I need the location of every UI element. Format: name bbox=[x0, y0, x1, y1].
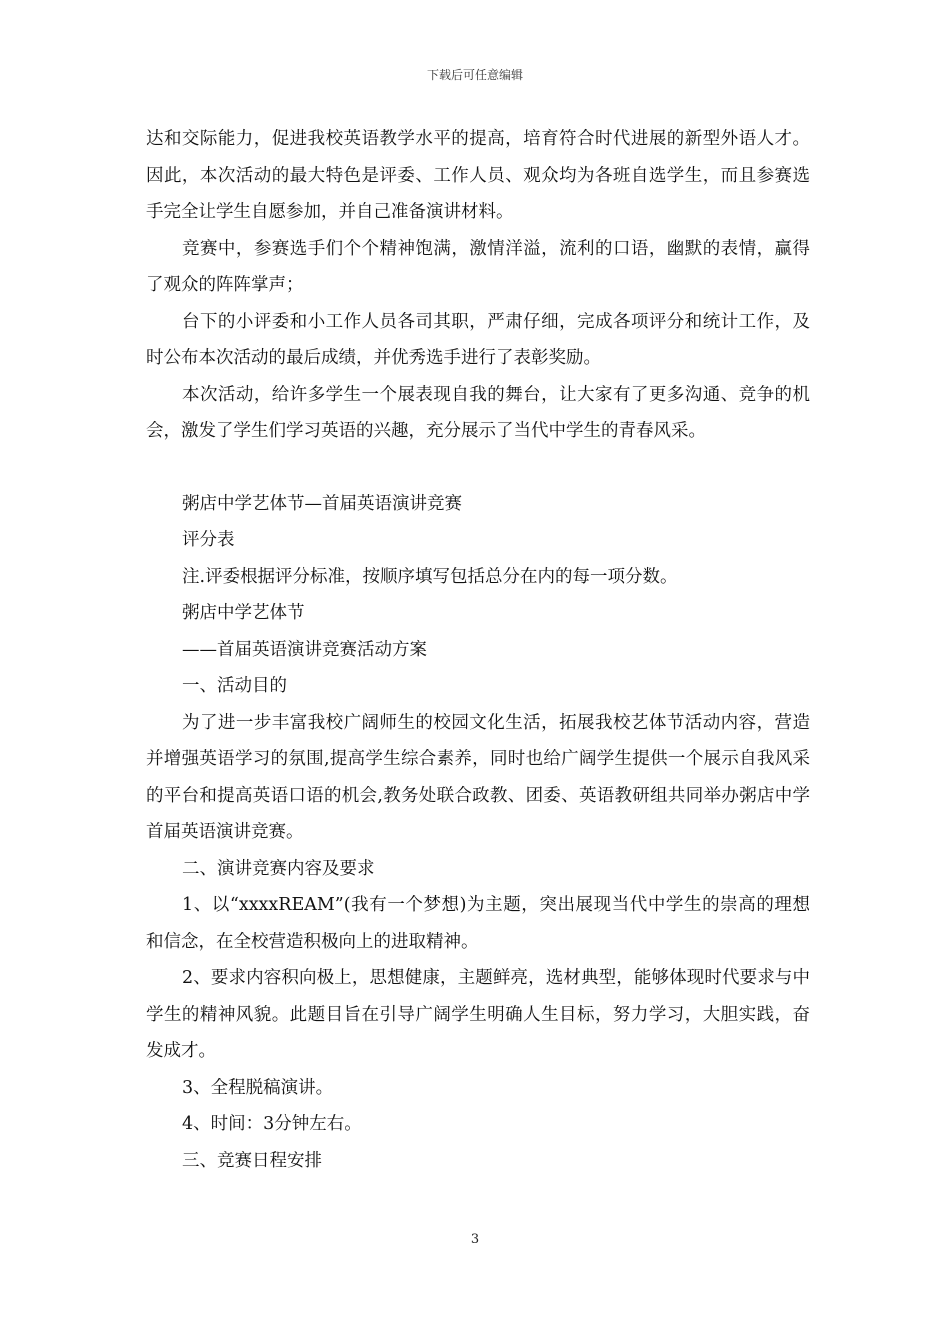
document-body bbox=[146, 121, 810, 1179]
paragraph: 3、全程脱稿演讲。 bbox=[182, 1077, 334, 1098]
paragraph: 台下的小评委和小工作人员各司其职，严肃仔细，完成各项评分和统计工作，及时公布本次活动的最后成绩，并优秀选手进行了表彰奖励。 bbox=[146, 311, 810, 368]
paragraph: 2、要求内容积向极上，思想健康，主题鲜亮，选材典型，能够体现时代要求与中学生的精神风貌。此题目旨在引导广阔学生明确人生目标，努力学习，大胆实践，奋发成才。 bbox=[146, 968, 810, 1061]
section-activity-summary bbox=[146, 121, 810, 450]
paragraph: 达和交际能力，促进我校英语教学水平的提高，培育符合时代进展的新型外语人才。因此，本次活动的最大特色是评委、工作人员、观众均为各班自选学生，而且参赛选手完全让学生自愿参加，并自己准备演讲材料。 bbox=[146, 129, 810, 222]
header-note: 下载后可任意编辑 bbox=[426, 68, 523, 82]
paragraph: 注.评委根据评分标准，按顺序填写包括总分在内的每一项分数。 bbox=[182, 566, 678, 587]
paragraph: 竞赛中，参赛选手们个个精神饱满，激情洋溢，流利的口语，幽默的表情，赢得了观众的阵阵掌声； bbox=[146, 238, 810, 295]
paragraph-gap bbox=[146, 450, 810, 486]
page-number: 3 bbox=[470, 1232, 480, 1247]
paragraph: ——首届英语演讲竞赛活动方案 bbox=[182, 639, 427, 660]
section-heading: 一、活动目的 bbox=[182, 676, 287, 696]
section-competition-plan bbox=[146, 486, 810, 1180]
paragraph: 本次活动，给许多学生一个展表现自我的舞台，让大家有了更多沟通、竞争的机会，激发了学生们学习英语的兴趣，充分展示了当代中学生的青春风采。 bbox=[146, 384, 810, 441]
paragraph: 为了进一步丰富我校广阔师生的校园文化生活，拓展我校艺体节活动内容，营造并增强英语学习的氛围,提高学生综合素养，同时也给广阔学生提供一个展示自我风采的平台和提高英语口语的机会,教务处联合政教、团委、英语教研组共同举办粥店中学首届英语演讲竞赛。 bbox=[146, 712, 810, 842]
paragraph: 1、以“xxxxREAM”(我有一个梦想)为主题，突出展现当代中学生的崇高的理想和信念，在全校营造积极向上的进取精神。 bbox=[146, 895, 810, 952]
paragraph: 粥店中学艺体节—首届英语演讲竞赛 bbox=[182, 493, 462, 514]
paragraph: 4、时间：3分钟左右。 bbox=[182, 1114, 362, 1134]
section-heading: 三、竞赛日程安排 bbox=[182, 1150, 322, 1171]
paragraph: 评分表 bbox=[182, 530, 235, 550]
section-heading: 二、演讲竞赛内容及要求 bbox=[182, 858, 375, 879]
paragraph: 粥店中学艺体节 bbox=[182, 603, 305, 623]
